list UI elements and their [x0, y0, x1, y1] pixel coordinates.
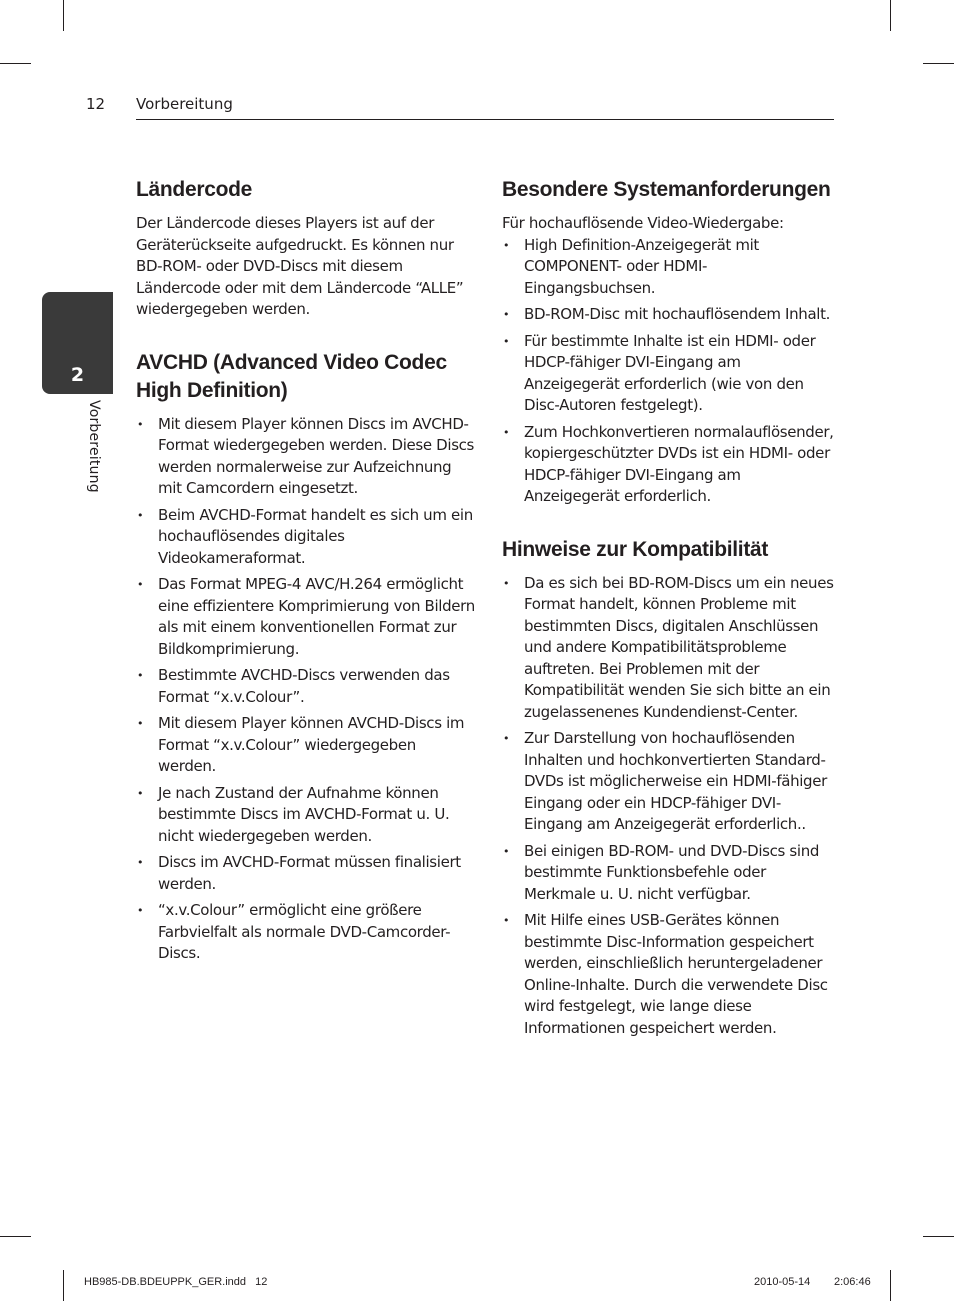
- section-body: Der Ländercode dieses Players ist auf der Geräterückseite aufgedruckt. Es können nur BD-ROM- oder DVD-Discs mit diesem Ländercode oder mit dem Ländercode “ALLE” wiedergegeben werden.: [136, 214, 464, 318]
- crop-mark: [63, 0, 64, 31]
- running-header: Vorbereitung: [136, 95, 233, 113]
- list-item: • Mit diesem Player können AVCHD-Discs im Format “x.v.Colour” wiedergegeben werden.: [136, 713, 476, 778]
- list-item: • Bei einigen BD-ROM- und DVD-Discs sind bestimmte Funktionsbefehle oder Merkmale u. U. nicht verfügbar.: [502, 841, 838, 906]
- crop-mark: [63, 1270, 64, 1301]
- page-number: 12: [86, 95, 106, 113]
- section-title: AVCHD (Advanced Video Codec High Definition): [136, 350, 447, 402]
- list-item: • Zur Darstellung von hochauflösenden Inhalten und hochkonvertierten Standard-DVDs ist möglicherweise ein HDMI-fähiger Eingang oder ein HDCP-fähiger DVI-Eingang am Anzeigegerät erforderlich..: [502, 728, 838, 836]
- crop-mark: [0, 1236, 31, 1237]
- crop-mark: [890, 1270, 891, 1301]
- footer-time: 2:06:46: [834, 1276, 871, 1288]
- list-item: • Discs im AVCHD-Format müssen finalisiert werden.: [136, 852, 476, 895]
- crop-mark: [923, 63, 954, 64]
- header-rule: [136, 119, 834, 120]
- crop-mark: [923, 1236, 954, 1237]
- crop-mark: [890, 0, 891, 31]
- crop-mark: [0, 63, 31, 64]
- section-systemanforderungen: [502, 176, 838, 508]
- list-item: • Je nach Zustand der Aufnahme können bestimmte Discs im AVCHD-Format u. U. nicht wiedergegeben werden.: [136, 783, 476, 848]
- list-item: • BD-ROM-Disc mit hochauflösendem Inhalt.: [502, 304, 838, 326]
- list-item: • Mit Hilfe eines USB-Gerätes können bestimmte Disc-Information gespeichert werden, einschließlich heruntergeladener Online-Inhalte. Durch die verwendete Disc wird festgelegt, wie lange diese Informationen gespeichert werden.: [502, 910, 838, 1039]
- bullet-list: [502, 573, 838, 1040]
- section-kompatibilitaet: [502, 536, 838, 1040]
- section-intro: Für hochauflösende Video-Wiedergabe:: [502, 214, 784, 232]
- list-item: • High Definition-Anzeigegerät mit COMPONENT- oder HDMI-Eingangsbuchsen.: [502, 235, 838, 300]
- section-title: Besondere Systemanforderungen: [502, 178, 831, 201]
- section-laendercode: [136, 176, 476, 321]
- bullet-list: [136, 414, 476, 965]
- list-item: • Das Format MPEG-4 AVC/H.264 ermöglicht eine effizientere Komprimierung von Bildern als mit einem konventionellen Format zur Bildkomprimierung.: [136, 574, 476, 660]
- chapter-label: Vorbereitung: [86, 400, 102, 493]
- bullet-list: [502, 235, 838, 508]
- list-item: • Beim AVCHD-Format handelt es sich um ein hochauflösendes digitales Videokameraformat.: [136, 505, 476, 570]
- section-title: Ländercode: [136, 178, 253, 201]
- list-item: • Da es sich bei BD-ROM-Discs um ein neues Format handelt, können Probleme mit bestimmten Discs, digitalen Anschlüssen und andere Kompatibilitätsprobleme auftreten. Bei Problemen mit der Kompatibilität wenden Sie sich bitte an ein zugelassenenes Kundendienst-Center.: [502, 573, 838, 724]
- list-item: • Für bestimmte Inhalte ist ein HDMI- oder HDCP-fähiger DVI-Eingang am Anzeigegerät erforderlich (wie von den Disc-Autoren festgelegt).: [502, 331, 838, 417]
- list-item: • Bestimmte AVCHD-Discs verwenden das Format “x.v.Colour”.: [136, 665, 476, 708]
- footer-date: 2010-05-14: [754, 1276, 811, 1288]
- right-column: [502, 176, 838, 1067]
- footer-file: HB985-DB.BDEUPPK_GER.indd 12: [84, 1276, 268, 1288]
- section-avchd: [136, 349, 476, 965]
- list-item: • Zum Hochkonvertieren normalauflösender, kopiergeschützter DVDs ist ein HDMI- oder HDCP-fähiger DVI-Eingang am Anzeigegerät erforderlich.: [502, 422, 838, 508]
- section-title: Hinweise zur Kompatibilität: [502, 537, 769, 561]
- list-item: • “x.v.Colour” ermöglicht eine größere Farbvielfalt als normale DVD-Camcorder-Discs.: [136, 900, 476, 965]
- left-column: [136, 176, 476, 993]
- chapter-number: 2: [70, 364, 85, 386]
- list-item: • Mit diesem Player können Discs im AVCHD-Format wiedergegeben werden. Diese Discs werden normalerweise zur Aufzeichnung mit Camcordern eingesetzt.: [136, 414, 476, 500]
